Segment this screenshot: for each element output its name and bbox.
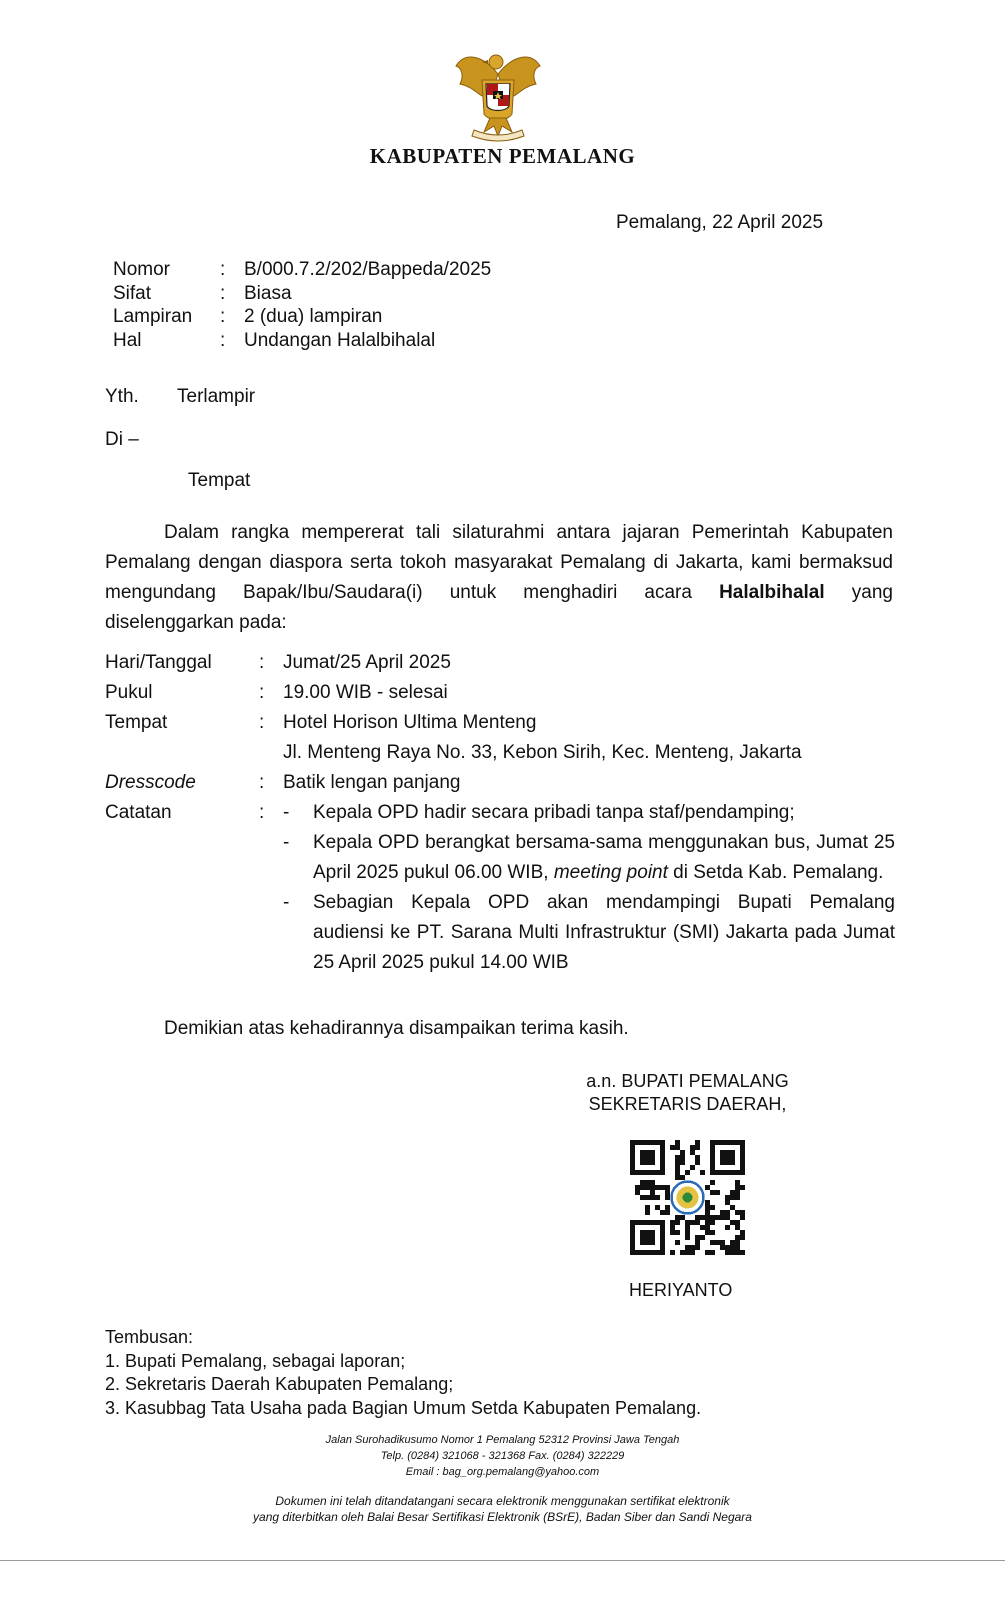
footer-address-block (0, 1432, 1005, 1480)
detail-row-place (105, 708, 895, 768)
meta-label: Hal (113, 329, 142, 351)
letter-meta (113, 258, 491, 352)
event-details (105, 648, 895, 978)
tembusan-item: 1. Bupati Pemalang, sebagai laporan; (105, 1350, 406, 1371)
detail-row-time (105, 678, 895, 708)
place-address: Jl. Menteng Raya No. 33, Kebon Sirih, Kec. Menteng, Jakarta (283, 742, 802, 763)
meta-value: 2 (dua) lampiran (244, 306, 383, 327)
meta-row-nomor (113, 258, 491, 282)
meta-colon: : (220, 259, 226, 280)
footer-esign-block (0, 1493, 1005, 1525)
detail-colon: : (259, 682, 265, 703)
note-item (283, 888, 895, 978)
body-paragraph (105, 518, 893, 638)
detail-colon: : (259, 802, 265, 823)
note-item (283, 798, 895, 828)
footer-email: Email : bag_org.pemalang@yahoo.com (405, 1466, 600, 1478)
note2-part-a: Kepala OPD berangkat bersama-sama menggunakan bus, Jumat 25 April 2025 pukul 06.00 WIB, (313, 832, 895, 883)
detail-label: Hari/Tanggal (105, 652, 212, 673)
addressee-di: Di – (105, 429, 139, 450)
detail-label: Tempat (105, 712, 168, 733)
meta-colon: : (220, 329, 226, 351)
meta-row-sifat (113, 282, 491, 306)
body-intro: Dalam rangka mempererat tali silaturahmi antara jajaran Pemerintah Kabupaten Pemalang dengan diaspora serta tokoh masyarakat Pemalang di Jakarta, kami bermaksud mengundang Bapak/Ibu/Saudara(i) untuk menghadiri acara (105, 522, 893, 603)
note2-italic: meeting point (553, 862, 668, 883)
closing-sentence: Demikian atas kehadirannya disampaikan terima kasih. (164, 1018, 629, 1039)
signer-name: HERIYANTO (629, 1280, 733, 1300)
note-text: Kepala OPD hadir secara pribadi tanpa staf/pendamping; (313, 802, 795, 823)
signature-line-2: SEKRETARIS DAERAH, (588, 1094, 787, 1114)
addressee-place: Tempat (188, 470, 251, 491)
meta-value: B/000.7.2/202/Bappeda/2025 (244, 259, 492, 280)
detail-label: Dresscode (105, 772, 196, 793)
meta-value: Undangan Halalbihalal (244, 329, 436, 351)
detail-value: 19.00 WIB - selesai (283, 682, 448, 703)
note-dash: - (283, 832, 290, 853)
tembusan-block (105, 1326, 701, 1420)
meta-value: Biasa (244, 282, 292, 304)
note-text (313, 828, 895, 888)
footer-esign-line-1: Dokumen ini telah ditandatangani secara elektronik menggunakan sertifikat elektronik (275, 1494, 730, 1508)
detail-row-day (105, 648, 895, 678)
signature-line-1: a.n. BUPATI PEMALANG (586, 1071, 789, 1091)
note-item (283, 828, 895, 888)
meta-label: Lampiran (113, 306, 193, 327)
body-intro-end: yang diselenggarkan pada: (105, 582, 893, 633)
garuda-pancasila-emblem-icon (452, 44, 544, 144)
detail-colon: : (259, 652, 265, 673)
note2-part-b: di Setda Kab. Pemalang. (667, 862, 884, 883)
tembusan-item: 3. Kasubbag Tata Usaha pada Bagian Umum Setda Kabupaten Pemalang. (105, 1397, 702, 1418)
detail-value: Batik lengan panjang (283, 772, 461, 793)
signature-block (560, 1070, 815, 1116)
meta-label: Nomor (113, 259, 171, 280)
letterhead-title: KABUPATEN PEMALANG (369, 144, 636, 168)
qr-code-signature-icon (630, 1140, 745, 1255)
footer-address: Jalan Surohadikusumo Nomor 1 Pemalang 52312 Provinsi Jawa Tengah (325, 1434, 680, 1446)
notes-list (283, 798, 895, 978)
detail-row-dresscode (105, 768, 895, 798)
meta-row-hal (113, 329, 491, 353)
addressee-yth: Yth. (105, 386, 139, 407)
detail-colon: : (259, 772, 265, 793)
detail-label: Catatan (105, 802, 172, 823)
note-text: Sebagian Kepala OPD akan mendampingi Bupati Pemalang audiensi ke PT. Sarana Multi Infrastruktur (SMI) Jakarta pada Jumat 25 April 2025 pukul 14.00 WIB (313, 892, 895, 973)
bottom-divider (0, 1560, 1005, 1561)
tembusan-title: Tembusan: (105, 1327, 194, 1347)
meta-colon: : (220, 282, 226, 304)
meta-row-lampiran (113, 305, 491, 329)
note-dash: - (283, 892, 290, 913)
detail-value: Jumat/25 April 2025 (283, 652, 451, 673)
tembusan-item: 2. Sekretaris Daerah Kabupaten Pemalang; (105, 1374, 454, 1394)
meta-label: Sifat (113, 282, 152, 304)
detail-label: Pukul (105, 682, 153, 703)
letter-date: Pemalang, 22 April 2025 (616, 212, 824, 233)
place-name: Hotel Horison Ultima Menteng (283, 712, 537, 733)
footer-esign-line-2: yang diterbitkan oleh Balai Besar Sertifikasi Elektronik (BSrE), Badan Siber dan Sandi Negara (253, 1510, 752, 1524)
meta-colon: : (220, 306, 226, 327)
addressee-recipient: Terlampir (177, 386, 256, 407)
note-dash: - (283, 802, 290, 823)
detail-row-notes (105, 798, 895, 978)
body-intro-bold: Halalbihalal (719, 582, 825, 603)
detail-colon: : (259, 712, 265, 733)
footer-phone: Telp. (0284) 321068 - 321368 Fax. (0284) 322229 (380, 1450, 625, 1462)
detail-value (283, 708, 895, 768)
